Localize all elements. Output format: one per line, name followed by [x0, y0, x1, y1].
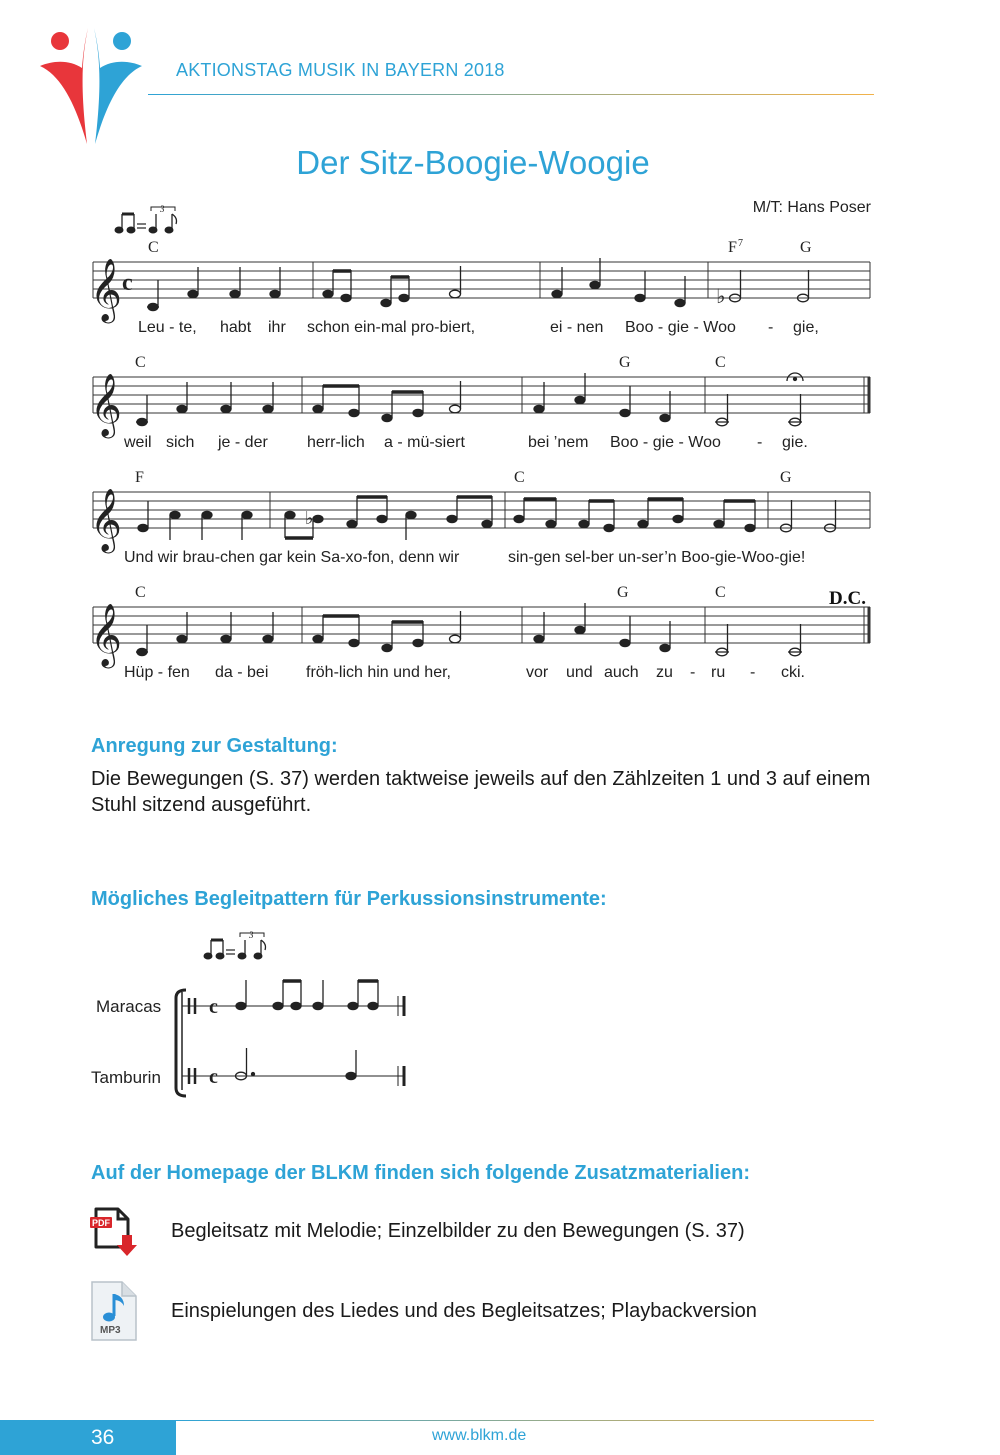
- instrument-label-tamburin: Tamburin: [91, 1068, 161, 1087]
- chord: C: [715, 354, 726, 371]
- treble-clef: 𝄞: [90, 488, 122, 551]
- lyric: ru: [711, 664, 726, 681]
- lyric: zu: [656, 664, 673, 681]
- lyric: vor: [526, 664, 549, 681]
- treble-clef: 𝄞: [90, 258, 122, 321]
- lyric: Und wir brau-chen gar kein Sa-xo-fon, denn wir: [124, 549, 460, 566]
- lyric: -: [757, 434, 763, 451]
- chord: C: [715, 584, 726, 601]
- header-title: AKTIONSTAG MUSIK IN BAYERN 2018: [176, 60, 505, 80]
- tamburin-pattern: [236, 1048, 357, 1080]
- resource-text: Begleitsatz mit Melodie; Einzelbilder zu den Bewegungen (S. 37): [171, 1220, 745, 1242]
- sheet-music: [0, 0, 1000, 700]
- mp3-badge: MP3: [100, 1325, 121, 1336]
- lyric: bei ’nem: [528, 434, 589, 451]
- time-signature: c: [209, 996, 218, 1018]
- da-capo-mark: D.C.: [829, 588, 866, 609]
- lyric: ei - nen: [550, 319, 604, 336]
- lyric: und: [566, 664, 593, 681]
- svg-text:♭: ♭: [716, 284, 726, 308]
- triplet-number: 3: [160, 204, 165, 214]
- mp3-download-link[interactable]: [88, 1280, 808, 1342]
- lyric: da - bei: [215, 664, 269, 681]
- lyric: Boo - gie - Woo: [610, 434, 721, 451]
- footer-url-link[interactable]: www.blkm.de: [432, 1427, 527, 1444]
- pdf-download-link[interactable]: [88, 1205, 808, 1255]
- lyric: fröh-lich hin und her,: [306, 664, 451, 681]
- lyric: schon ein-mal pro-biert,: [307, 319, 476, 336]
- staff-line-1: [93, 262, 870, 298]
- notes-staff-1: [147, 258, 809, 311]
- time-signature: c: [209, 1066, 218, 1088]
- lyric: weil: [124, 434, 152, 451]
- lyric: Boo - gie - Woo: [625, 319, 736, 336]
- treble-clef: 𝄞: [90, 373, 122, 436]
- maracas-pattern: [236, 980, 378, 1010]
- staff-line-2: [93, 377, 870, 413]
- resources-heading: Auf der Homepage der BLKM finden sich folgende Zusatzmaterialien:: [91, 1162, 750, 1184]
- notes-staff-3: [138, 496, 836, 540]
- resource-text: Einspielungen des Liedes und des Begleitsatzes; Playbackversion: [171, 1300, 757, 1322]
- lyric: cki.: [781, 664, 805, 681]
- lyric: gie.: [782, 434, 808, 451]
- chord: G: [800, 239, 812, 256]
- pdf-download-icon: [88, 1205, 140, 1257]
- song-credit: M/T: Hans Poser: [752, 199, 871, 216]
- chord: C: [148, 239, 159, 256]
- footer-divider: [176, 1420, 874, 1421]
- chord: F: [135, 469, 144, 486]
- lyric: -: [750, 664, 756, 681]
- chord: C: [135, 354, 146, 371]
- notes-staff-2: [136, 373, 803, 426]
- chord-superscript: 7: [738, 238, 743, 249]
- lyric: -: [690, 664, 696, 681]
- lyric: -: [768, 319, 774, 336]
- chord: F: [728, 239, 737, 256]
- treble-clef: 𝄞: [90, 603, 122, 666]
- chord: G: [617, 584, 629, 601]
- percussion-heading: Mögliches Begleitpattern für Perkussionsinstrumente:: [91, 888, 607, 910]
- gestaltung-heading: Anregung zur Gestaltung:: [91, 735, 338, 757]
- lyric: herr-lich: [307, 434, 365, 451]
- chord: G: [619, 354, 631, 371]
- lyric: je - der: [218, 434, 268, 451]
- swing-notation: [204, 930, 266, 959]
- footer-page-box: [0, 1420, 176, 1455]
- lyric: Leu - te,: [138, 319, 197, 336]
- lyric: gie,: [793, 319, 819, 336]
- mp3-file-icon: [90, 1280, 140, 1342]
- song-title: Der Sitz-Boogie-Woogie: [296, 144, 650, 181]
- pdf-badge: PDF: [92, 1218, 110, 1228]
- staff-line-4: [93, 607, 870, 643]
- lyric: auch: [604, 664, 639, 681]
- swing-notation: [115, 204, 177, 233]
- lyric: sich: [166, 434, 195, 451]
- chord: G: [780, 469, 792, 486]
- lyric: habt: [220, 319, 252, 336]
- svg-text:♭: ♭: [305, 508, 314, 529]
- lyric: ihr: [268, 319, 286, 336]
- triplet-number: 3: [249, 930, 254, 940]
- chord: C: [135, 584, 146, 601]
- page-number: 36: [91, 1426, 115, 1449]
- chord: C: [514, 469, 525, 486]
- lyric: sin-gen sel-ber un-ser’n Boo-gie-Woo-gie!: [508, 549, 806, 566]
- notes-staff-4: [136, 603, 802, 656]
- time-signature: c: [122, 270, 133, 296]
- lyric: Hüp - fen: [124, 664, 190, 681]
- gestaltung-text: Die Bewegungen (S. 37) werden taktweise jeweils auf den Zählzeiten 1 und 3 auf einem Stuhl sitzend ausgeführt.: [91, 768, 871, 816]
- percussion-score: [0, 920, 420, 1110]
- lyric: a - mü-siert: [384, 434, 465, 451]
- instrument-label-maracas: Maracas: [96, 997, 162, 1016]
